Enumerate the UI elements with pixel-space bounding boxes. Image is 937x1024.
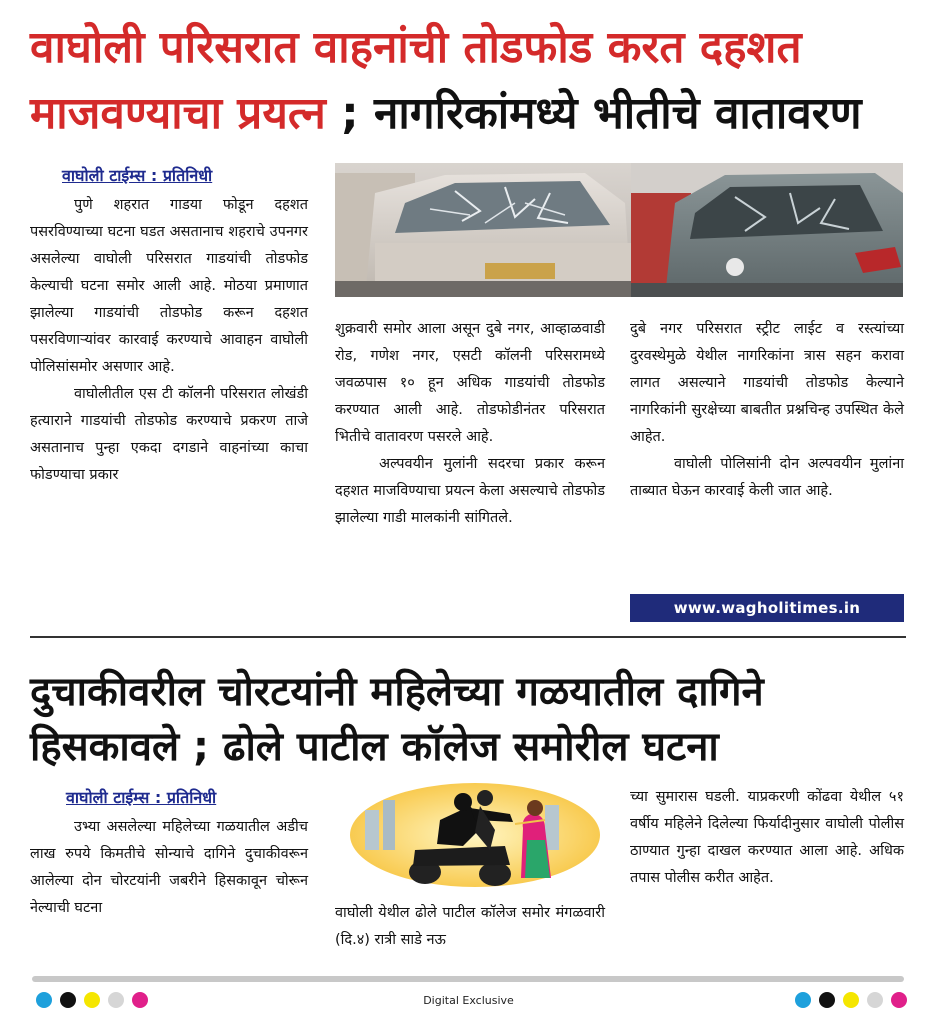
article1-col2-paragraph-2: अल्पवयीन मुलांनी सदरचा प्रकार करून दहशत माजविण्याचा प्रयत्न केला असल्याचे तोडफोड झालेल्या गाडी मालकांनी सांगितले.: [335, 456, 605, 526]
registration-dot-cyan-right: [795, 992, 811, 1008]
article2-headline-line1: दुचाकीवरील चोरटयांनी महिलेच्या गळयातील दागिने: [30, 669, 764, 715]
website-url-banner: www.wagholitimes.in: [630, 594, 904, 622]
registration-dot-gray-right: [867, 992, 883, 1008]
article2-column-3: [630, 784, 904, 892]
damaged-cars-photo: [335, 163, 903, 297]
article1-byline: वाघोली टाईम्स : प्रतिनिधी: [62, 166, 213, 185]
article2-column-1: [30, 814, 308, 922]
article1-headline-red-part: माजवण्याचा प्रयत्न: [30, 88, 326, 139]
article1-column-2: [335, 316, 605, 532]
registration-dot-gray: [108, 992, 124, 1008]
article1-headline-black-part: ; नागरिकांमध्ये भीतीचे वातावरण: [325, 88, 862, 139]
article1-headline-line2: [30, 88, 910, 139]
registration-dot-magenta: [132, 992, 148, 1008]
article1-column-3: [630, 316, 904, 505]
registration-dot-black-right: [819, 992, 835, 1008]
damaged-cars-illustration: [335, 163, 903, 297]
registration-dot-magenta-right: [891, 992, 907, 1008]
article1-col2-paragraph-1: शुक्रवारी समोर आला असून दुबे नगर, आव्हाळवाडी रोड, गणेश नगर, एसटी कॉलनी परिसरामध्ये जवळपास १० हून अधिक गाडयांची तोडफोड करण्यात आली आहे. तोडफोडीनंतर परिसरात भितीचे वातावरण पसरले आहे.: [335, 321, 605, 445]
registration-dot-black: [60, 992, 76, 1008]
bike-thieves-illustration: [345, 780, 605, 888]
article2-col2-paragraph-1: वाघोली येथील ढोले पाटील कॉलेज समोर मंगळवारी (दि.४) रात्री साडे नऊ: [335, 905, 605, 948]
article1-headline-line1: वाघोली परिसरात वाहनांची तोडफोड करत दहशत: [30, 22, 802, 73]
article1-col1-paragraph-2: वाघोलीतील एस टी कॉलनी परिसरात लोखंडी हत्याराने गाडयांची तोडफोड करण्याचे प्रकरण ताजे असतानाच पुन्हा एकदा दगडाने वाहनांच्या काचा फोडण्याचा प्रकार: [30, 386, 308, 483]
article2-col3-paragraph-1: च्या सुमारास घडली. याप्रकरणी कोंढवा येथील ५१ वर्षीय महिलेने दिलेल्या फिर्यादीनुसार वाघोली पोलीस ठाण्यात गुन्हा दाखल करण्यात आला आहे. अधिक तपास पोलीस करीत आहेत.: [630, 789, 904, 886]
footer-bar: [32, 976, 904, 982]
article2-col1-paragraph-1: उभ्या असलेल्या महिलेच्या गळयातील अडीच लाख रुपये किमतीचे सोन्याचे दागिने दुचाकीवरून आलेल्या दोन चोरटयांनी जबरीने हिसकावून चोरून नेल्याची घटना: [30, 819, 308, 916]
article1-col3-paragraph-2: वाघोली पोलिसांनी दोन अल्पवयीन मुलांना ताब्यात घेऊन कारवाई केली जात आहे.: [630, 456, 904, 499]
article1-col3-paragraph-1: दुबे नगर परिसरात स्ट्रीट लाईट व रस्त्यांच्या दुरवस्थेमुळे येथील नागरिकांना त्रास सहन करावा लागत असल्याने गाडयांची तोडफोड केल्याने नागरिकांनी सुरक्षेच्या बाबतीत प्रश्नचिन्ह उपस्थित केले आहेत.: [630, 321, 904, 445]
article2-byline: वाघोली टाईम्स : प्रतिनिधी: [66, 788, 217, 807]
article1-column-1: [30, 192, 308, 489]
article2-headline-line2: हिसकावले ; ढोले पाटील कॉलेज समोरील घटना: [30, 724, 719, 770]
footer-label: Digital Exclusive: [423, 994, 514, 1007]
article1-col1-paragraph-1: पुणे शहरात गाडया फोडून दहशत पसरविण्याच्या घटना घडत असतानाच शहराचे उपनगर असलेल्या वाघोली परिसरात गाडयांची तोडफोड केल्याची घटना समोर आली आहे. मोठया प्रमाणात झालेल्या गाडयांची तोडफोड करून दहशत पसरविणाऱ्यांवर कारवाई करण्याचे आवाहन वाघोली पोलिसांसमोर असणार आहे.: [30, 197, 308, 375]
registration-dot-cyan: [36, 992, 52, 1008]
article-divider: [30, 636, 906, 638]
registration-dot-yellow: [84, 992, 100, 1008]
registration-dot-yellow-right: [843, 992, 859, 1008]
chain-snatching-illustration: [345, 780, 605, 888]
article2-column-2: [335, 900, 605, 954]
